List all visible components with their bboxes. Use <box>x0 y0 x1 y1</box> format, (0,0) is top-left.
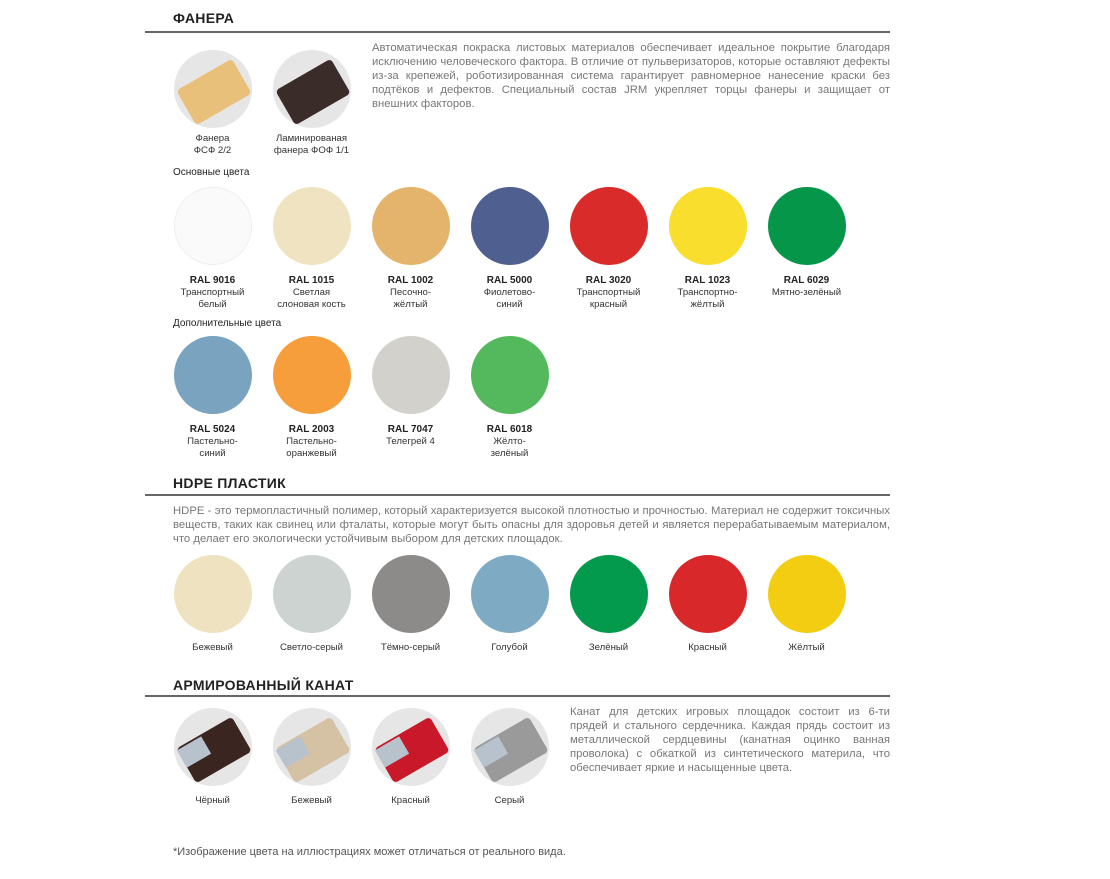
color-swatch <box>273 336 351 414</box>
material-image <box>176 59 251 126</box>
color-swatch <box>273 555 351 633</box>
color-name: Тёмно-серый <box>380 642 441 653</box>
color-name: Транспортно- <box>677 287 738 298</box>
swatch-item <box>460 708 559 807</box>
color-swatch <box>174 336 252 414</box>
swatch-item <box>658 555 757 654</box>
color-code: RAL 5000 <box>486 275 533 286</box>
color-swatch <box>372 555 450 633</box>
swatch-item <box>262 50 361 157</box>
swatch-item <box>163 187 262 311</box>
color-name: Голубой <box>491 642 528 653</box>
swatch-item <box>361 336 460 448</box>
swatch-item <box>559 187 658 311</box>
color-code: RAL 3020 <box>585 275 632 286</box>
color-name: Красный <box>391 795 430 806</box>
color-name: Телегрей 4 <box>386 436 435 447</box>
color-name: синий <box>199 448 226 459</box>
swatch-item <box>163 555 262 654</box>
swatch-item <box>361 555 460 654</box>
color-name: белый <box>198 299 227 310</box>
color-swatch <box>570 187 648 265</box>
color-code: RAL 1023 <box>684 275 731 286</box>
color-code: RAL 7047 <box>387 424 434 435</box>
color-name: слоновая кость <box>277 299 346 310</box>
color-name: жёлтый <box>393 299 428 310</box>
color-swatch <box>174 555 252 633</box>
color-name: Серый <box>494 795 525 806</box>
divider <box>145 31 890 33</box>
color-name: Красный <box>688 642 727 653</box>
color-swatch <box>471 555 549 633</box>
divider <box>145 494 890 496</box>
color-name: Транспортный <box>576 287 641 298</box>
swatch-item <box>262 336 361 460</box>
section-title-hdpe: HDPE ПЛАСТИК <box>173 475 286 491</box>
color-swatch <box>273 708 351 786</box>
color-swatch <box>174 708 252 786</box>
color-name: Транспортный <box>180 287 245 298</box>
color-code: RAL 9016 <box>189 275 236 286</box>
color-name: Светлая <box>292 287 331 298</box>
color-name: Пастельно- <box>187 436 238 447</box>
swatch-item <box>757 187 856 299</box>
color-name: Светло-серый <box>279 642 344 653</box>
color-swatch <box>570 555 648 633</box>
color-name: Бежевый <box>192 642 233 653</box>
color-code: RAL 2003 <box>288 424 335 435</box>
color-name: зелёный <box>490 448 529 459</box>
swatch-item <box>163 50 262 157</box>
swatch-item <box>262 187 361 311</box>
color-code: RAL 6018 <box>486 424 533 435</box>
swatch-item <box>361 187 460 311</box>
color-name: Чёрный <box>195 795 230 806</box>
color-name: синий <box>496 299 523 310</box>
color-swatch <box>174 50 252 128</box>
hdpe-description: HDPE - это термопластичный полимер, который характеризуется высокой плотностью и прочностью. Материал не содержит токсичных веществ, таких как свинец или фталаты, которые могут быть опасны для здоровья детей и является перерабатываемым материалом, что делает его экологически устойчивым выбором для детских площадок. <box>173 505 890 545</box>
swatch-item <box>658 187 757 311</box>
color-name: Жёлтый <box>788 642 825 653</box>
color-swatch <box>174 187 252 265</box>
color-name: Мятно-зелёный <box>771 287 842 298</box>
color-code: RAL 1002 <box>387 275 434 286</box>
color-swatch <box>471 336 549 414</box>
footnote: *Изображение цвета на иллюстрациях может отличаться от реального вида. <box>173 846 566 858</box>
swatch-item <box>460 336 559 460</box>
swatch-item <box>559 555 658 654</box>
color-name: жёлтый <box>690 299 725 310</box>
color-swatch <box>768 187 846 265</box>
rope-description: Канат для детских игровых площадок состоит из 6-ти прядей и стального сердечника. Каждая прядь состоит из металлической сердцевины (канатная оцинко ванная проволока) с обкаткой из синтетического материла, что обеспечивает яркие и насыщенные цвета. <box>570 706 890 774</box>
color-swatch <box>471 708 549 786</box>
color-swatch <box>273 50 351 128</box>
swatch-item <box>262 708 361 807</box>
divider <box>145 695 890 697</box>
color-swatch <box>372 336 450 414</box>
label-line: Ламинированая <box>275 133 348 144</box>
color-code: RAL 5024 <box>189 424 236 435</box>
swatch-item <box>163 708 262 807</box>
color-swatch <box>273 187 351 265</box>
color-code: RAL 1015 <box>288 275 335 286</box>
color-swatch <box>669 187 747 265</box>
color-name: Песочно- <box>389 287 432 298</box>
color-name: Жёлто- <box>493 436 526 447</box>
swatch-item <box>262 555 361 654</box>
swatch-item <box>460 187 559 311</box>
color-name: красный <box>589 299 628 310</box>
color-code: RAL 6029 <box>783 275 830 286</box>
label-line: фанера ФОФ 1/1 <box>273 145 350 156</box>
color-name: Фиолетово- <box>483 287 536 298</box>
color-name: Пастельно- <box>286 436 337 447</box>
color-swatch <box>471 187 549 265</box>
color-name: оранжевый <box>286 448 337 459</box>
section-title-rope: АРМИРОВАННЫЙ КАНАТ <box>173 677 354 693</box>
swatch-item <box>460 555 559 654</box>
swatch-item <box>757 555 856 654</box>
label-line: Фанера <box>195 133 230 144</box>
color-swatch <box>372 708 450 786</box>
color-name: Зелёный <box>588 642 629 653</box>
color-swatch <box>768 555 846 633</box>
main-colors-label: Основные цвета <box>173 167 250 178</box>
section-title-plywood: ФАНЕРА <box>173 10 235 26</box>
color-swatch <box>372 187 450 265</box>
color-name: Бежевый <box>291 795 332 806</box>
swatch-item <box>163 336 262 460</box>
extra-colors-label: Дополнительные цвета <box>173 318 282 329</box>
plywood-description: Автоматическая покраска листовых материалов обеспечивает идеальное покрытие благодаря исключению человеческого фактора. В отличие от пульверизаторов, которые оставляют дефекты из-за крепежей, роботизированная система гарантирует равномерное нанесение краски без подтёков и дефектов. Специальный состав JRM укрепляет торцы фанеры и защищает от внешних факторов. <box>372 42 890 110</box>
swatch-item <box>361 708 460 807</box>
color-swatch <box>669 555 747 633</box>
label-line: ФСФ 2/2 <box>193 145 232 156</box>
material-image <box>275 59 350 126</box>
